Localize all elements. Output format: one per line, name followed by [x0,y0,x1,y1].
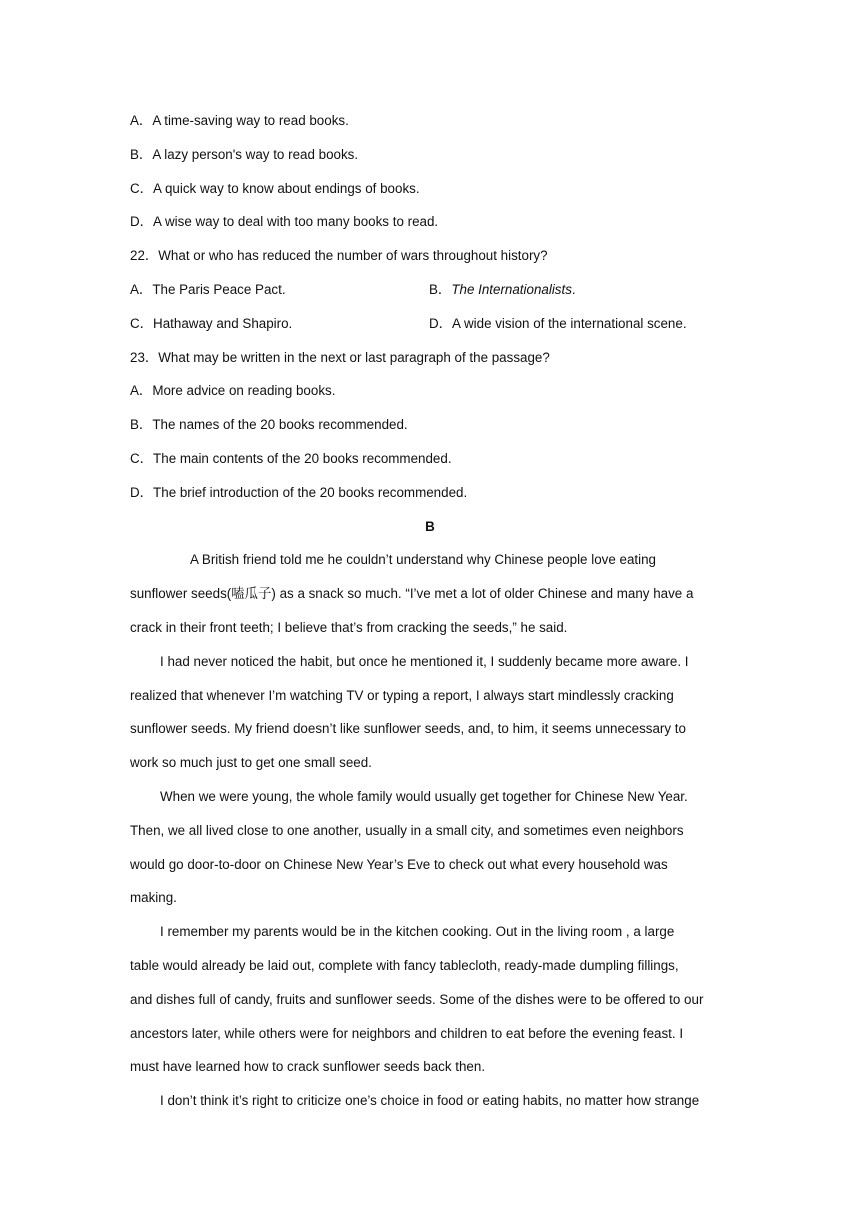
passage-text: ) as a snack so much. “I’ve met a lot of older Chinese and many have a [271,586,694,602]
passage-line: Then, we all lived close to one another, usually in a small city, and sometimes even neighbors [130,822,684,838]
q22-options-row-2 [130,311,730,345]
passage-line: I don’t think it’s right to criticize one’s choice in food or eating habits, no matter how strange [160,1093,700,1109]
q23-question: 23．What may be written in the next or last paragraph of the passage? [130,349,550,365]
q23-option-a: A．More advice on reading books. [130,383,336,399]
passage-line: work so much just to get one small seed. [130,755,372,771]
q23-option-b: B．The names of the 20 books recommended. [130,417,408,433]
passage-line: When we were young, the whole family would usually get together for Chinese New Year. [160,788,688,804]
q22-option-b-prefix: B． [429,281,452,297]
q21-option-d: D．A wise way to deal with too many books to read. [130,214,439,230]
q23-option-d: D．The brief introduction of the 20 books recommended. [130,484,468,500]
q22-option-a: A．The Paris Peace Pact. [130,281,286,297]
q23-option-c: C．The main contents of the 20 books recommended. [130,450,452,466]
passage-line [130,581,730,615]
passage-line: making. [130,890,177,906]
chinese-term: 嗑瓜子 [231,587,272,603]
q22-option-b-title: The Internationalists [451,281,572,297]
q21-option-a: A．A time-saving way to read books. [130,113,349,128]
passage-line: would go door-to-door on Chinese New Year’s Eve to check out what every household was [130,856,668,872]
q22-question: 22．What or who has reduced the number of wars throughout history? [130,248,548,264]
q22-option-b-suffix: . [571,281,576,297]
passage-line: I remember my parents would be in the kitchen cooking. Out in the living room , a large [160,924,675,940]
q22-option-c: C．Hathaway and Shapiro. [130,315,293,331]
q22-options-row-1 [130,277,730,311]
q22-option-d: D．A wide vision of the international scene. [429,315,687,331]
passage-line: realized that whenever I’m watching TV or typing a report, I always start mindlessly cracking [130,687,674,703]
passage-line: ancestors later, while others were for neighbors and children to eat before the evening feast. I [130,1025,684,1041]
document-page [130,108,730,1122]
q21-option-b: B．A lazy person's way to read books. [130,146,359,162]
q22-option-b [429,277,576,311]
passage-text: sunflower seeds( [130,586,232,602]
q21-option-c: C．A quick way to know about endings of books. [130,180,420,196]
section-title: B [425,518,435,534]
passage-line: and dishes full of candy, fruits and sunflower seeds. Some of the dishes were to be offered to our [130,991,704,1007]
passage-line: I had never noticed the habit, but once he mentioned it, I suddenly became more aware. I [160,653,689,669]
passage-line: sunflower seeds. My friend doesn’t like sunflower seeds, and, to him, it seems unnecessary to [130,721,686,737]
passage-line: crack in their front teeth; I believe that’s from cracking the seeds,” he said. [130,619,568,635]
passage-line: A British friend told me he couldn’t understand why Chinese people love eating [190,552,656,568]
passage-line: table would already be laid out, complete with fancy tablecloth, ready-made dumpling fillings, [130,957,679,973]
passage-line: must have learned how to crack sunflower seeds back then. [130,1059,486,1075]
